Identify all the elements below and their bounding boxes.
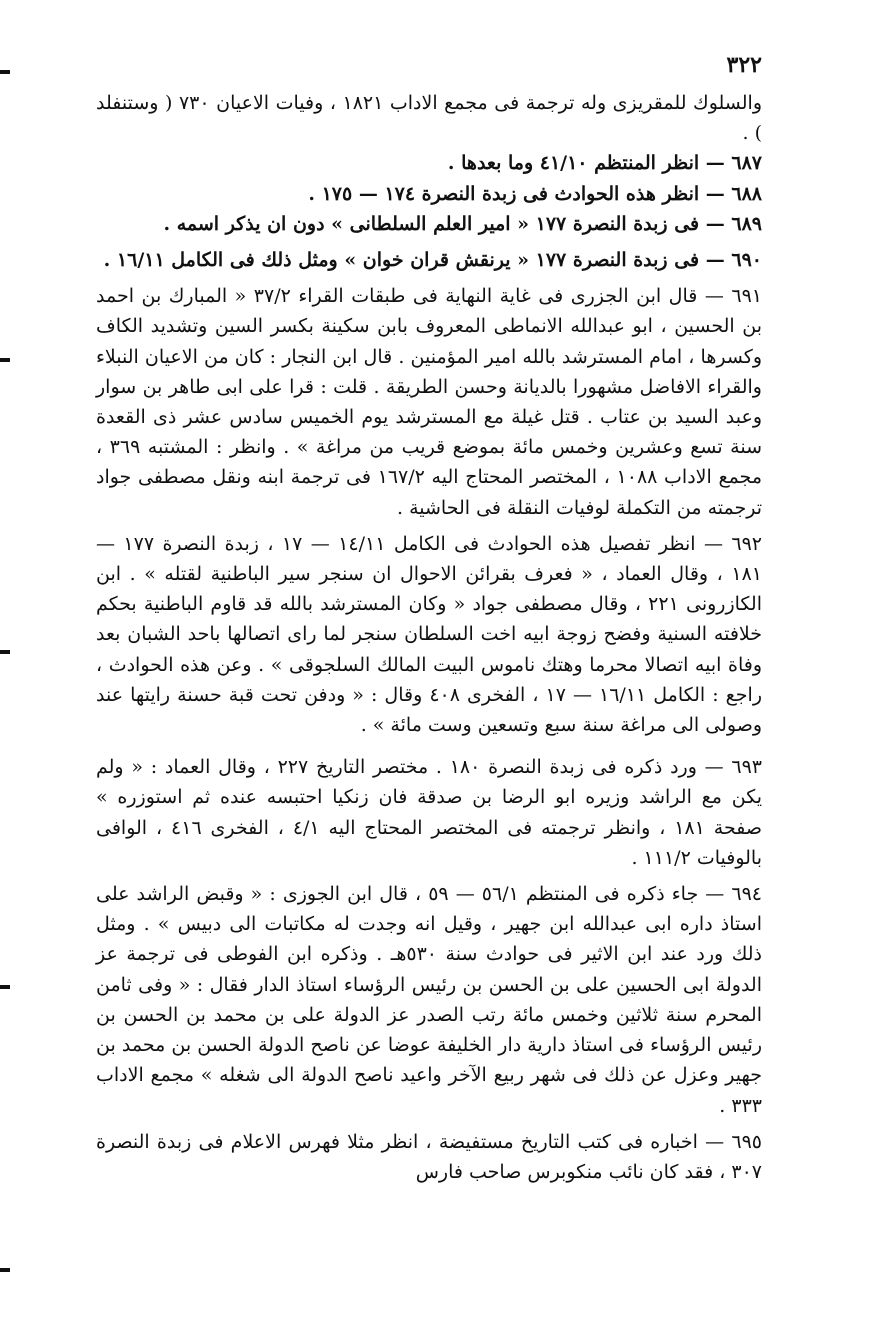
note-continuation: والسلوك للمقريزى وله ترجمة فى مجمع الاداب ١٨٢١ ، وفيات الاعيان ٧٣٠ ( وستنفلد ) .: [96, 92, 762, 145]
note-692: ٦٩٢ — انظر تفصيل هذه الحوادث فى الكامل ١٤/١١ — ١٧ ، زبدة النصرة ١٧٧ — ١٨١ ، وقال العماد ، « فعرف بقرائن الاحوال ان سنجر سير الباطنية لقتله » . ابن الكازرونى ٢٢١ ، وقال مصطفى جواد « وكان المسترشد بالله قد قاوم الباطنية بحكم خلافته السنية وفضح زوجة ابيه اخت السلطان سنجر لما راى اتصالها باحد الشبان بعد وفاة ابيه اتصالا محرما وهتك ناموس البيت المالك السلجوقى » . وعن هذه الحوادث ، راجع : الكامل ١٦/١١ — ١٧ ، الفخرى ٤٠٨ وقال : « ودفن تحت قبة حسنة رايتها عند وصولى الى مراغة سنة سبع وتسعين وست مائة » .: [96, 532, 762, 737]
footnotes-body: [96, 88, 762, 1187]
spacer: [96, 740, 762, 752]
scan-edge-mark: [0, 650, 10, 654]
page-number: ٣٢٢: [726, 52, 762, 78]
note-690: ٦٩٠ — فى زبدة النصرة ١٧٧ « يرنقش قران خوان » ومثل ذلك فى الكامل ١٦/١١ .: [103, 249, 762, 272]
note-693: ٦٩٣ — ورد ذكره فى زبدة النصرة ١٨٠ . مختصر التاريخ ٢٢٧ ، وقال العماد : « ولم يكن مع الراشد وزيره ابو الرضا بن صدقة فان زنكيا احتبسه عنده ثم استوزره » صفحة ١٨١ ، وانظر ترجمته فى المختصر المحتاج اليه ٤/١ ، الفخرى ٤١٦ ، الوافى بالوفيات ١١١/٢ .: [96, 756, 763, 869]
scan-edge-mark: [0, 358, 10, 362]
note-687: ٦٨٧ — انظر المنتظم ٤١/١٠ وما بعدها .: [447, 152, 762, 175]
note-694: ٦٩٤ — جاء ذكره فى المنتظم ٥٦/١ — ٥٩ ، قال ابن الجوزى : « وقبض الراشد على استاذ داره ابى عبدالله ابن جهير ، وقيل انه وجدت له مكاتبات الى دبيس » . ومثل ذلك ورد عند ابن الاثير فى حوادث سنة ٥٣٠هـ . وذكره ابن الفوطى فى ترجمة عز الدولة ابى الحسين على بن الحسن بن رئيس الرؤساء استاذ الدار فقال : « وفى ثامن المحرم سنة ثلاثين وخمس مائة رتب الصدر عز الدولة على بن محمد بن الحسن بن رئيس الرؤساء فى استاذ دارية دار الخليفة عوضا عن ناصح الدولة الحسن بن محمد بن جهير وعزل عن ذلك فى شهر ربيع الآخر واعيد ناصح الدولة الى شغله » مجمع الاداب ٣٣٣ .: [96, 883, 762, 1117]
scan-edge-mark: [0, 70, 10, 74]
note-689: ٦٨٩ — فى زبدة النصرة ١٧٧ « امير العلم السلطانى » دون ان يذكر اسمه .: [163, 212, 762, 235]
scan-edge-mark: [0, 985, 10, 989]
note-691: ٦٩١ — قال ابن الجزرى فى غاية النهاية فى طبقات القراء ٣٧/٢ « المبارك بن احمد بن الحسين ، ابو عبدالله الانماطى المعروف بابن سكينة بكسر السين وتشديد الكاف وكسرها ، امام المسترشد بالله امير المؤمنين . قال ابن النجار : كان من الاعيان النبلاء والقراء الافاضل مشهورا بالديانة وحسن الطريقة . قلت : قرا على ابى طاهر بن سوار وعبد السيد بن عتاب . قتل غيلة مع المسترشد يوم الخميس سادس عشر ذى القعدة سنة تسع وعشرين وخمس مائة بموضع قريب من مراغة » . وانظر : المشتبه ٣٦٩ ، مجمع الاداب ١٠٨٨ ، المختصر المحتاج اليه ١٦٧/٢ فى ترجمة ابنه ونقل مصطفى جواد ترجمته من التكملة لوفيات النقلة فى الحاشية .: [96, 285, 763, 519]
scan-edge-mark: [0, 1268, 10, 1272]
note-688: ٦٨٨ — انظر هذه الحوادث فى زبدة النصرة ١٧٤ — ١٧٥ .: [308, 182, 762, 205]
note-695: ٦٩٥ — اخباره فى كتب التاريخ مستفيضة ، انظر مثلا فهرس الاعلام فى زبدة النصرة ٣٠٧ ، فقد كان نائب منكوبرس صاحب فارس: [96, 1130, 762, 1183]
